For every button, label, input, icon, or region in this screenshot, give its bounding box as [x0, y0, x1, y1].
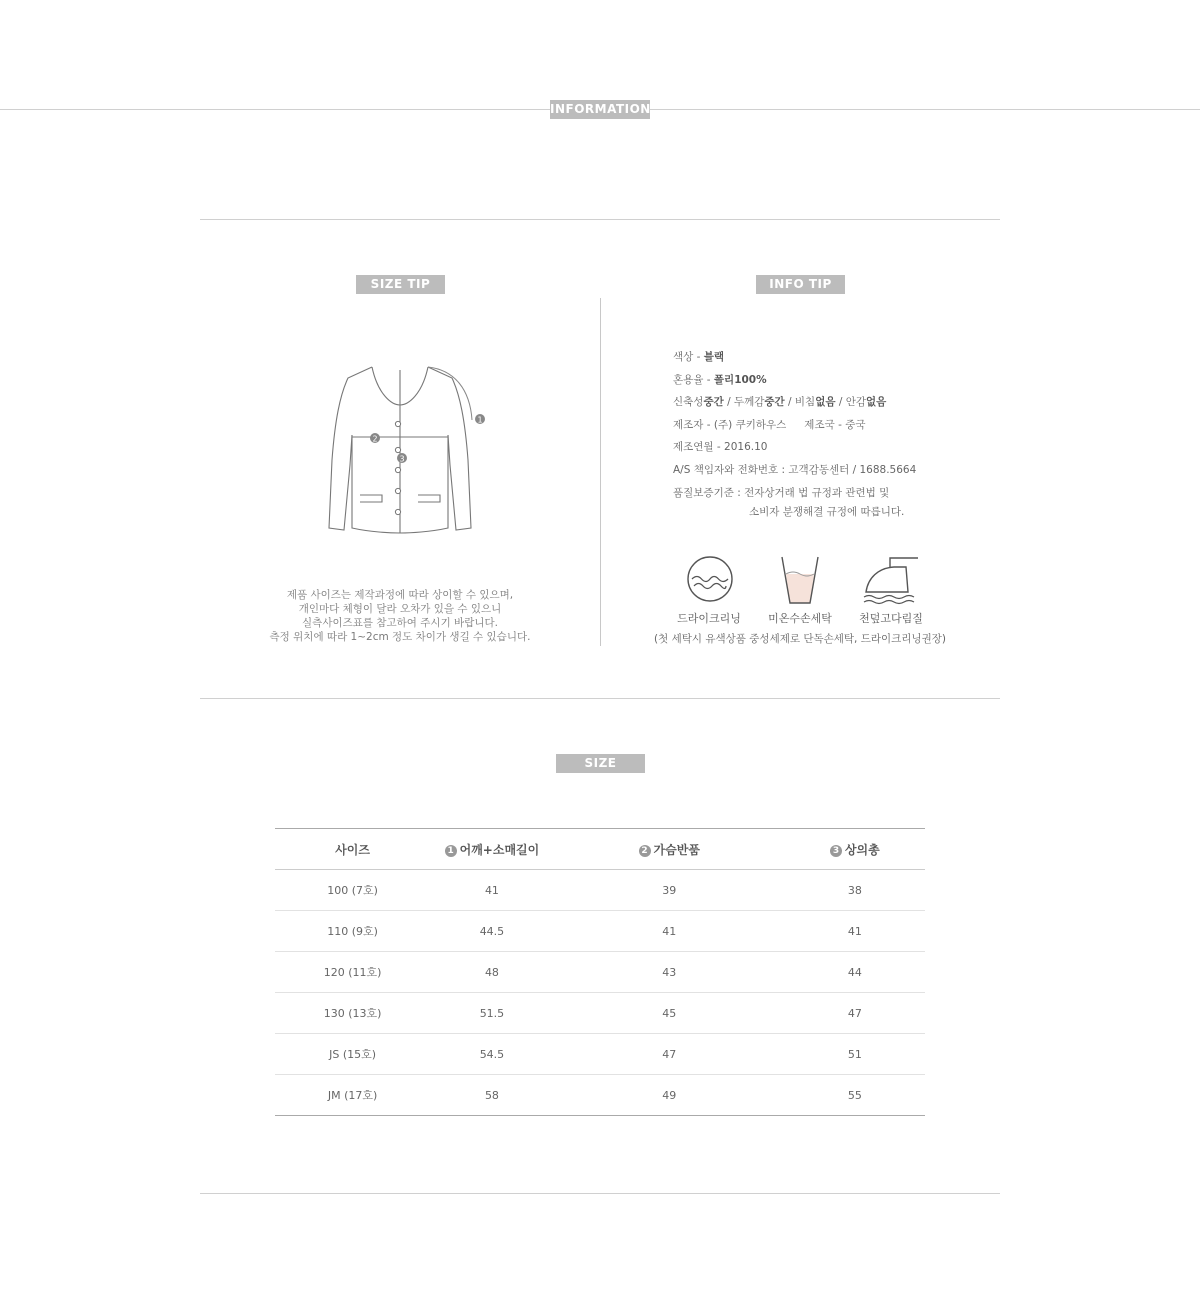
- care-label-dry-clean: 드라이크리닝: [677, 612, 741, 625]
- info-color: 색상 - 블랙: [673, 351, 725, 363]
- header-shoulder-sleeve: 1 어깨+소매길이: [430, 829, 554, 870]
- table-row: [275, 993, 925, 1034]
- shoulder-sleeve-cell: 54.5: [430, 1034, 554, 1075]
- chest-cell: 39: [554, 870, 785, 911]
- info-tip-list: [673, 348, 916, 525]
- chest-cell: 47: [554, 1034, 785, 1075]
- chest-cell: 45: [554, 993, 785, 1034]
- size-tip-notes: [240, 588, 560, 644]
- section-divider-bottom: [200, 1193, 1000, 1194]
- total-length-cell: 47: [785, 993, 925, 1034]
- table-row: [275, 1034, 925, 1075]
- section-divider-middle: [200, 698, 1000, 699]
- svg-text:1: 1: [477, 415, 483, 425]
- shoulder-sleeve-cell: 51.5: [430, 993, 554, 1034]
- shoulder-sleeve-cell: 48: [430, 952, 554, 993]
- table-row: [275, 870, 925, 911]
- size-tag: SIZE: [556, 754, 645, 773]
- size-cell: JM (17호): [275, 1075, 430, 1116]
- size-tip-tag: SIZE TIP: [356, 275, 445, 294]
- size-cell: JS (15호): [275, 1034, 430, 1075]
- size-tip-note: 측정 위치에 따라 1~2cm 정도 차이가 생길 수 있습니다.: [269, 631, 531, 643]
- measure-marker-3: [397, 453, 407, 464]
- information-tag: INFORMATION: [550, 100, 650, 119]
- care-label-iron: 천덮고다림질: [859, 612, 923, 625]
- size-cell: 120 (11호): [275, 952, 430, 993]
- size-tip-note: 개인마다 체형이 달라 오차가 있을 수 있으니: [298, 603, 502, 615]
- measure-marker-1: [475, 414, 485, 425]
- shoulder-sleeve-cell: 41: [430, 870, 554, 911]
- info-properties: 신축성중간 / 두께감중간 / 비침없음 / 안감없음: [673, 396, 887, 409]
- size-table-header: [275, 829, 925, 870]
- shoulder-sleeve-cell: 58: [430, 1075, 554, 1116]
- info-fabric: 혼용율 - 폴리100%: [673, 373, 767, 386]
- size-tip-note: 실측사이즈표를 참고하여 주시기 바랍니다.: [302, 617, 498, 629]
- header-total-length: 3 상의총: [785, 829, 925, 870]
- table-row: [275, 1075, 925, 1116]
- care-label-hand-wash: 미온수손세탁: [768, 612, 832, 625]
- total-length-cell: 44: [785, 952, 925, 993]
- dry-clean-icon: [684, 554, 736, 606]
- total-length-cell: 55: [785, 1075, 925, 1116]
- section-divider-top: [200, 219, 1000, 220]
- info-maker: 제조자 - (주) 쿠키하우스 제조국 - 중국: [673, 418, 866, 431]
- chest-cell: 41: [554, 911, 785, 952]
- size-cell: 110 (9호): [275, 911, 430, 952]
- cardigan-illustration: [320, 360, 490, 540]
- size-tip-note: 제품 사이즈는 제작과정에 따라 상이할 수 있으며,: [286, 589, 514, 601]
- info-made-date: 제조연월 - 2016.10: [673, 441, 768, 454]
- chest-cell: 43: [554, 952, 785, 993]
- size-table: [275, 828, 925, 1116]
- size-cell: 130 (13호): [275, 993, 430, 1034]
- total-length-cell: 51: [785, 1034, 925, 1075]
- iron-cloth-icon: [860, 552, 920, 608]
- hand-wash-icon: [778, 554, 822, 606]
- table-row: [275, 911, 925, 952]
- shoulder-sleeve-cell: 44.5: [430, 911, 554, 952]
- number-badge-2: 2: [639, 845, 651, 857]
- header-size: 사이즈: [275, 829, 430, 870]
- info-warranty: 품질보증기준 : 전자상거래 법 규정과 관련법 및: [673, 486, 890, 499]
- chest-cell: 49: [554, 1075, 785, 1116]
- number-badge-1: 1: [445, 845, 457, 857]
- svg-text:3: 3: [399, 454, 405, 464]
- total-length-cell: 38: [785, 870, 925, 911]
- header-chest: 2 가슴반품: [554, 829, 785, 870]
- total-length-cell: 41: [785, 911, 925, 952]
- svg-text:2: 2: [372, 434, 378, 444]
- measure-marker-2: [370, 433, 380, 444]
- info-tip-tag: INFO TIP: [756, 275, 845, 294]
- info-as-contact: A/S 책임자와 전화번호 : 고객감동센터 / 1688.5664: [673, 463, 917, 476]
- number-badge-3: 3: [830, 845, 842, 857]
- table-row: [275, 952, 925, 993]
- info-warranty-cont: 소비자 분쟁해결 규정에 따릅니다.: [749, 505, 905, 518]
- tip-column-divider: [600, 298, 601, 646]
- size-cell: 100 (7호): [275, 870, 430, 911]
- care-note: (첫 세탁시 유색상품 중성세제로 단독손세탁, 드라이크리닝권장): [654, 633, 946, 645]
